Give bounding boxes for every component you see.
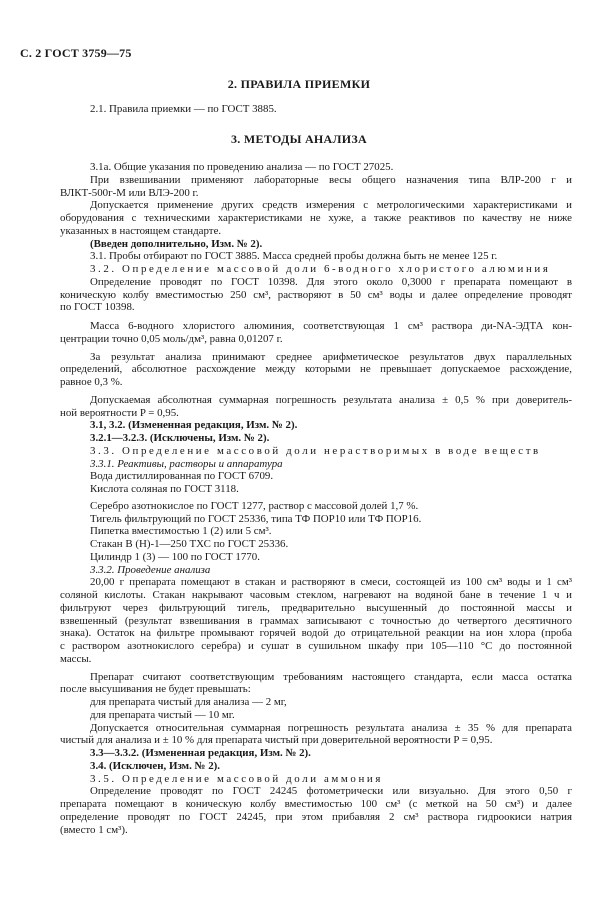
- text-line: За результат анализа принимают среднее арифметическое результатов двух параллельных: [90, 350, 572, 363]
- text-line: Стакан В (Н)-1—250 ТХС по ГОСТ 25336.: [90, 538, 289, 550]
- amendment-note: (Введен дополнительно, Изм. № 2).: [90, 237, 263, 250]
- text-line: Цилиндр 1 (3) — 100 по ГОСТ 1770.: [90, 550, 260, 563]
- text-line: Пипетка вместимостью 1 (2) или 5 см³.: [90, 525, 272, 538]
- text-line: знака). Остаток на фильтре промывают горячей водой до отрицательной реакции на ион хлора (проба: [60, 627, 572, 640]
- text-line: 20,00 г препарата помещают в стакан и растворяют в смеси, состоящей из 100 см³ воды и 1 см³: [90, 576, 572, 589]
- text-line: для препарата чистый для анализа — 2 мг,: [90, 696, 287, 708]
- text-line: указанных в настоящем стандарте.: [60, 224, 222, 237]
- subsection-title: 3.2. Определение массовой доли 6-водного хлористого алюминия: [90, 263, 551, 275]
- amendment-note: 3.4. (Исключен, Изм. № 2).: [90, 759, 220, 772]
- text-line: (вместо 1 см³).: [60, 823, 128, 836]
- text-line: массы.: [60, 652, 92, 665]
- text-line: 2.1. Правила приемки — по ГОСТ 3885.: [90, 103, 277, 115]
- text-line: Допускаемая абсолютная суммарная погрешность результата анализа ± 0,5 % при доверитель-: [90, 393, 572, 406]
- text-line: Определение проводят по ГОСТ 24245 фотометрически или визуально. Для этого 0,50 г: [90, 785, 572, 798]
- text-line: Определение проводят по ГОСТ 10398. Для этого около 0,3000 г препарата помещают в: [90, 275, 572, 288]
- text-line: определений, абсолютное расхождение между которыми не превышает допускаемое расхождение,: [60, 363, 572, 376]
- text-line: Допускается относительная суммарная погрешность результата анализа ± 35 % для препарата: [90, 721, 572, 734]
- section-3-body: [60, 161, 572, 836]
- amendment-note: 3.3—3.3.2. (Измененная редакция, Изм. № 2).: [90, 747, 311, 759]
- text-line: оборудования с техническими характеристиками не хуже, а также реактивов по качеству не ниже: [60, 212, 572, 224]
- text-line: с раствором азотнокислого серебра) и сушат в сушильном шкафу при 105—110 °С до постоянной: [60, 640, 572, 652]
- subsection-heading: 3.3.2. Проведение анализа: [90, 563, 211, 576]
- text-line: взвешенный (результат взвешивания в граммах записывают с точностью до четвертого десятичного: [60, 614, 572, 627]
- text-line: Тигель фильтрующий по ГОСТ 25336, типа ТФ ПОР10 или ТФ ПОР16.: [90, 512, 422, 525]
- text-line: Допускается применение других средств измерения с метрологическими характеристиками и: [90, 199, 572, 212]
- subsection-heading: 3.3.1. Реактивы, растворы и аппаратура: [90, 457, 283, 470]
- text-line: равное 0,3 %.: [60, 376, 123, 388]
- text-line: 3.1a. Общие указания по проведению анализа — по ГОСТ 27025.: [90, 161, 394, 173]
- text-line: соляной кислоты. Стакан накрывают часовым стеклом, нагревают на водяной бане в течение 1 ч и: [60, 589, 572, 601]
- text-line: чистый для анализа и ± 10 % для препарата чистый при доверительной вероятности P = 0,95.: [60, 734, 493, 747]
- text-line: При взвешивании применяют лабораторные весы общего назначения типа ВЛР-200 г и: [90, 173, 572, 186]
- text-line: 3.1. Пробы отбирают по ГОСТ 3885. Масса средней пробы должна быть не менее 125 г.: [90, 250, 498, 263]
- page-header: С. 2 ГОСТ 3759—75: [20, 46, 132, 60]
- text-line: Масса 6-водного хлористого алюминия, соответствующая 1 см³ раствора ди-NA-ЭДТА кон-: [90, 320, 572, 332]
- amendment-note: 3.1, 3.2. (Измененная редакция, Изм. № 2).: [90, 419, 298, 432]
- text-line: коническую колбу вместимостью 250 см³, растворяют в 50 см³ воды и далее определение проводят: [60, 288, 572, 301]
- text-line: ВЛКТ-500г-М или ВЛЭ-200 г.: [60, 186, 199, 199]
- section-2-title: 2. ПРАВИЛА ПРИЕМКИ: [227, 77, 371, 91]
- text-line: Вода дистиллированная по ГОСТ 6709.: [90, 470, 274, 483]
- text-line: Препарат считают соответствующим требованиям настоящего стандарта, если масса остатка: [90, 670, 572, 683]
- text-line: определение проводят по ГОСТ 24245, при этом прибавляя 2 см³ раствора гидроокиси натрия: [60, 810, 572, 823]
- text-line: центрации точно 0,05 моль/дм³, равна 0,01207 г.: [60, 332, 283, 345]
- paragraph-2-1: [60, 103, 572, 116]
- text-line: Кислота соляная по ГОСТ 3118.: [90, 483, 239, 495]
- text-line: ной вероятности P = 0,95.: [60, 406, 179, 419]
- amendment-note: 3.2.1—3.2.3. (Исключены, Изм. № 2).: [90, 432, 270, 444]
- text-line: для препарата чистый — 10 мг.: [90, 708, 235, 721]
- text-line: после высушивания не будет превышать:: [60, 683, 251, 696]
- text-line: по ГОСТ 10398.: [60, 301, 135, 314]
- subsection-title: 3.3. Определение массовой доли нерастворимых в воде веществ: [90, 444, 541, 457]
- subsection-title: 3.5. Определение массовой доли аммония: [90, 772, 383, 785]
- section-3-title: 3. МЕТОДЫ АНАЛИЗА: [231, 132, 367, 146]
- text-line: Серебро азотнокислое по ГОСТ 1277, раствор с массовой долей 1,7 %.: [90, 499, 419, 512]
- text-line: препарата помещают в коническую колбу вместимостью 100 см³ (с меткой на 50 см³) и далее: [60, 798, 572, 810]
- text-line: фильтруют через фильтрующий тигель, предварительно высушенный до постоянной массы и: [60, 601, 572, 614]
